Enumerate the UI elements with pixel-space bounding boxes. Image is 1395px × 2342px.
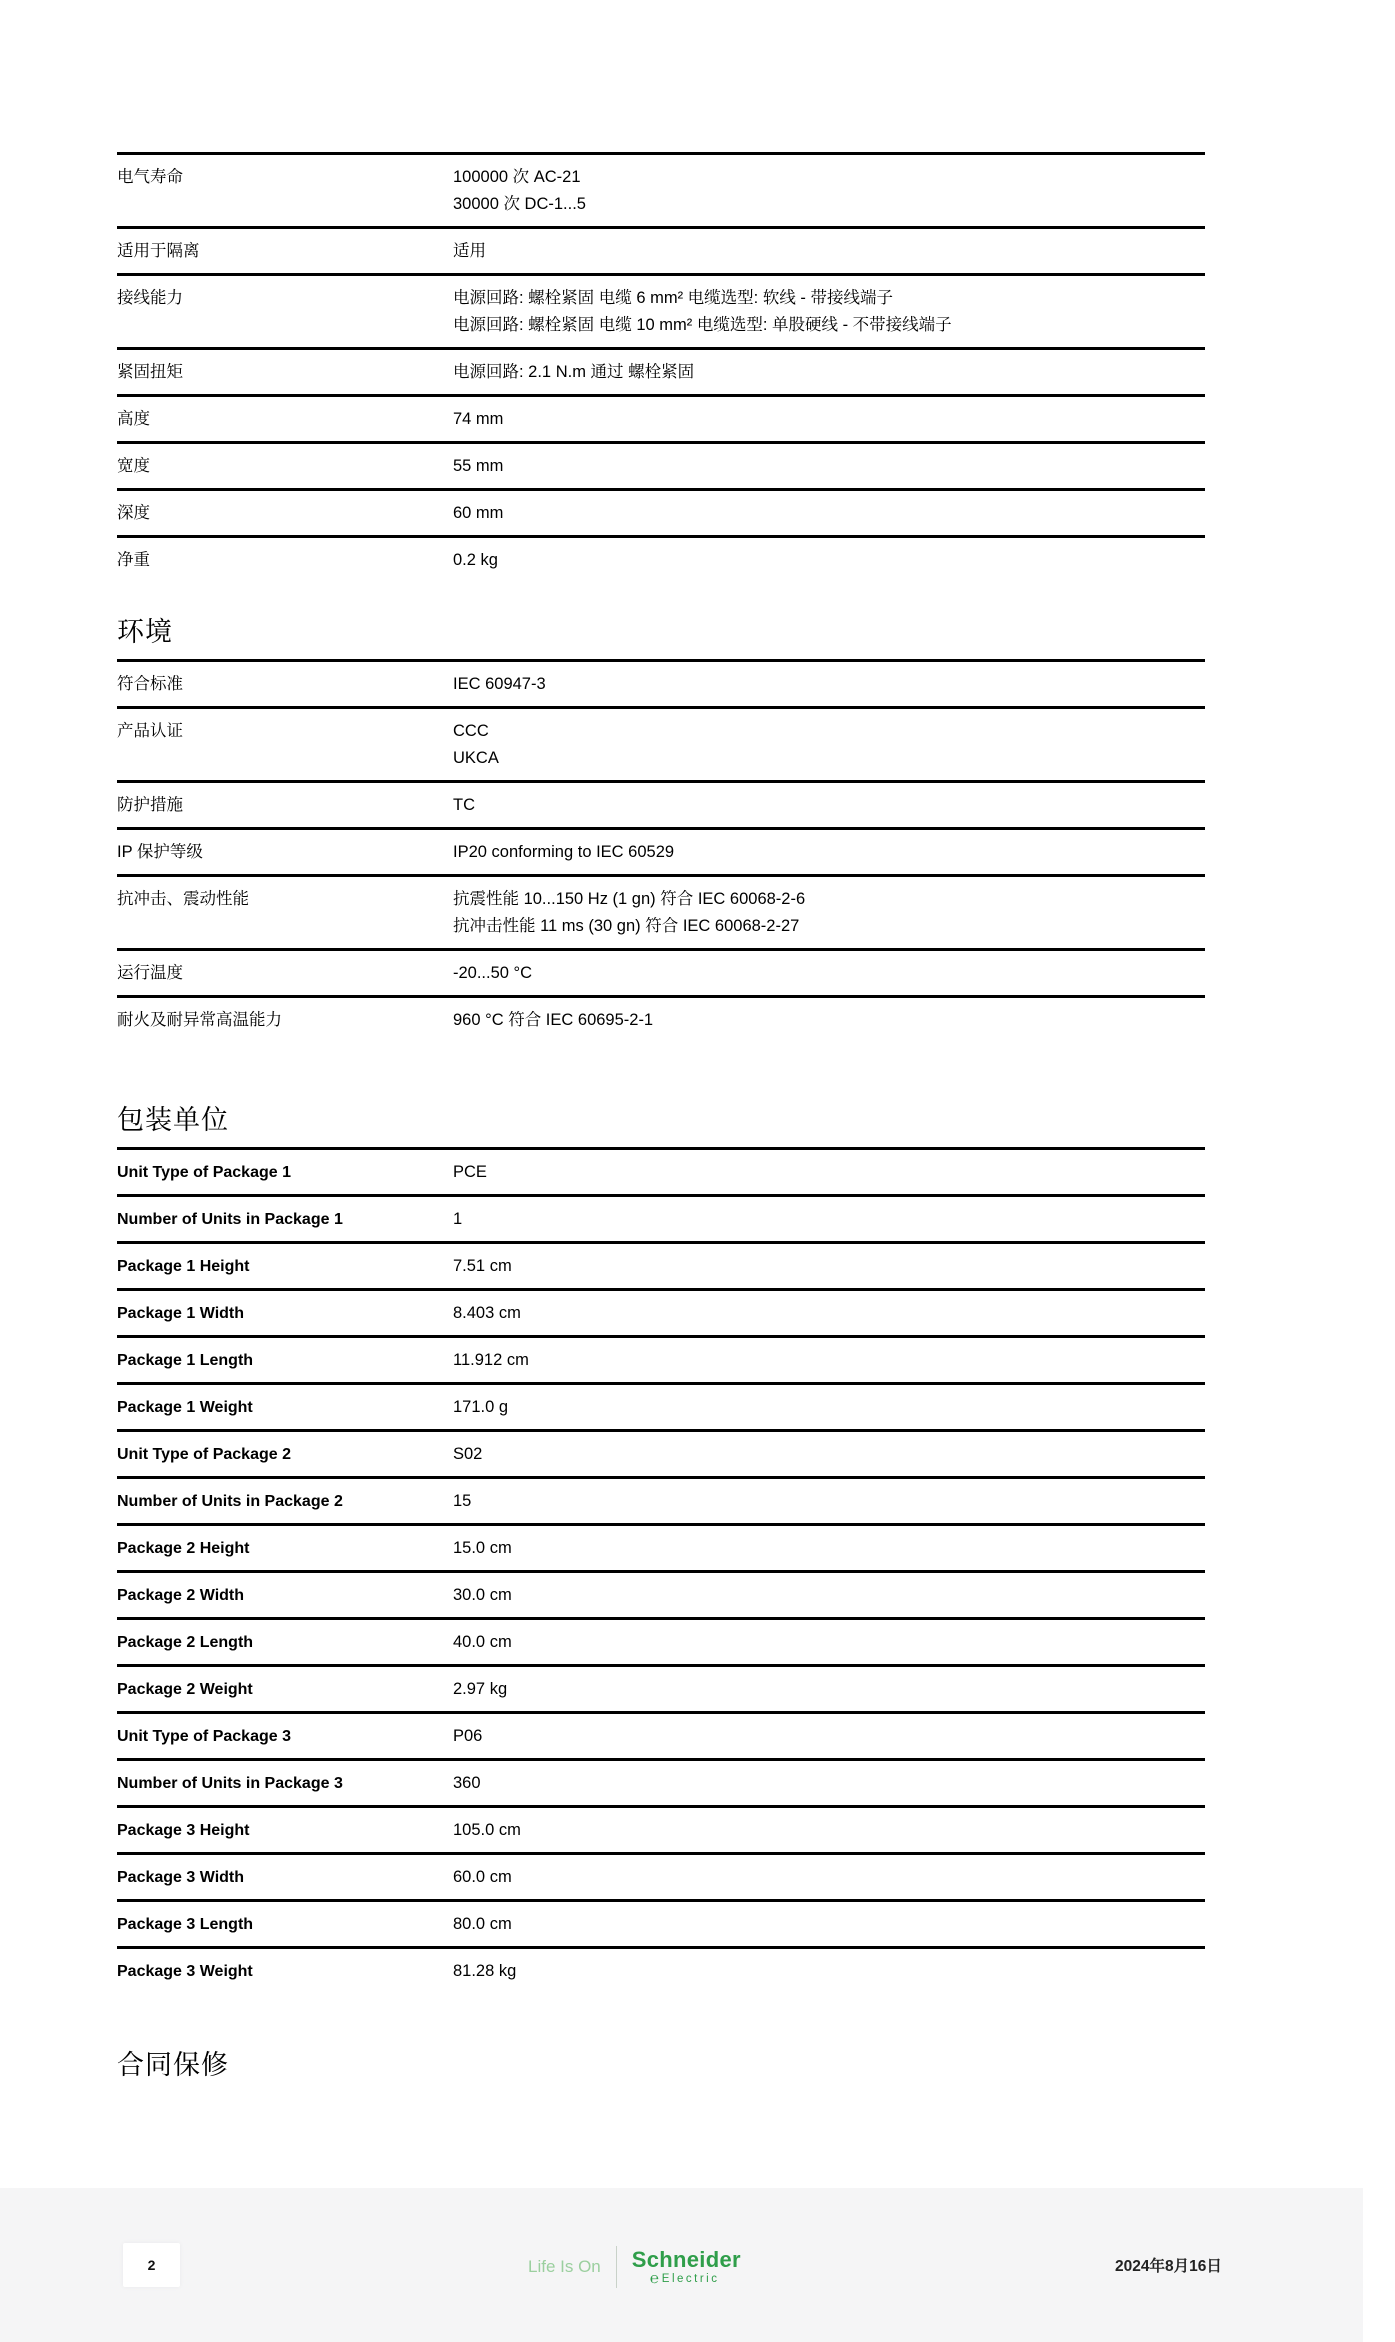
spec-value	[453, 1864, 1205, 1891]
spec-label: Package 3 Width	[117, 1869, 245, 1886]
spec-value-line: 100000 次 AC-21	[453, 168, 581, 186]
spec-label: 运行温度	[117, 964, 183, 982]
spec-value	[453, 1817, 1205, 1844]
page-content	[117, 0, 1205, 2092]
table-row	[117, 1150, 1205, 1194]
table-row	[117, 1194, 1205, 1241]
table-row	[117, 1946, 1205, 1993]
spec-value-line: 60 mm	[453, 504, 504, 522]
spec-value	[453, 1535, 1205, 1562]
spec-value-line: 960 °C 符合 IEC 60695-2-1	[453, 1011, 654, 1029]
spec-value	[453, 1394, 1205, 1421]
spec-value-line: UKCA	[453, 749, 499, 767]
spec-value	[453, 1629, 1205, 1656]
spec-label: 高度	[117, 410, 150, 428]
spec-value-line: 15	[453, 1492, 472, 1510]
brand-name: Schneider	[631, 2246, 741, 2272]
spec-label: Unit Type of Package 2	[117, 1446, 291, 1463]
spec-value	[453, 359, 1205, 386]
table-row	[117, 155, 1205, 226]
spec-value-line: 11.912 cm	[453, 1351, 529, 1369]
spec-value-line: 适用	[453, 242, 486, 260]
spec-label: 防护措施	[117, 796, 183, 814]
spec-value	[453, 792, 1205, 819]
table-row	[117, 1382, 1205, 1429]
spec-label: 深度	[117, 504, 150, 522]
spec-value	[453, 406, 1205, 433]
spec-value	[453, 1253, 1205, 1280]
spec-label: Unit Type of Package 3	[117, 1728, 291, 1745]
spec-value-line: 1	[453, 1210, 463, 1228]
spec-label: Package 1 Width	[117, 1305, 245, 1322]
table-row	[117, 780, 1205, 827]
spec-value-line: 2.97 kg	[453, 1680, 508, 1698]
table-row	[117, 948, 1205, 995]
section-title-warranty: 合同保修	[117, 2050, 229, 2080]
table-row	[117, 1570, 1205, 1617]
spec-label: Package 1 Length	[117, 1352, 254, 1369]
table-row	[117, 1523, 1205, 1570]
spec-value	[453, 960, 1205, 987]
spec-value-line: 15.0 cm	[453, 1539, 512, 1557]
spec-label: Package 1 Height	[117, 1258, 250, 1275]
table-row	[117, 1758, 1205, 1805]
spec-label: 产品认证	[117, 722, 183, 740]
spec-value	[453, 1911, 1205, 1938]
table-row	[117, 535, 1205, 582]
spec-value	[453, 839, 1205, 866]
spec-label: Number of Units in Package 1	[117, 1211, 343, 1228]
brand-subline	[649, 2269, 720, 2287]
spec-value	[453, 1300, 1205, 1327]
table-row	[117, 1617, 1205, 1664]
page-number-badge	[123, 2243, 180, 2287]
spec-label: Package 3 Length	[117, 1916, 254, 1933]
table-row	[117, 662, 1205, 706]
brand-subname: Electric	[661, 2272, 720, 2285]
schneider-wordmark	[631, 2246, 741, 2287]
spec-label: Package 3 Weight	[117, 1963, 253, 1980]
spec-label: 适用于隔离	[117, 242, 200, 260]
table-row	[117, 1852, 1205, 1899]
spec-value	[453, 500, 1205, 527]
table-row	[117, 226, 1205, 273]
spec-value	[453, 1676, 1205, 1703]
lifeline-icon: ℮	[649, 2269, 659, 2287]
spec-value-line: 电源回路: 螺栓紧固 电缆 6 mm² 电缆选型: 软线 - 带接线端子	[453, 289, 893, 307]
spec-value	[453, 1441, 1205, 1468]
spec-value-line: 8.403 cm	[453, 1304, 521, 1322]
spec-value-line: 55 mm	[453, 457, 504, 475]
spec-label: 紧固扭矩	[117, 363, 183, 381]
spec-value-line: 0.2 kg	[453, 551, 498, 569]
spec-value	[453, 453, 1205, 480]
spec-value	[453, 285, 1205, 339]
spec-value-line: 360	[453, 1774, 481, 1792]
spec-value	[453, 1723, 1205, 1750]
spec-value	[453, 238, 1205, 265]
spec-value	[453, 1770, 1205, 1797]
spec-label: Package 1 Weight	[117, 1399, 253, 1416]
table-row	[117, 874, 1205, 948]
table-row	[117, 1476, 1205, 1523]
table-row	[117, 1241, 1205, 1288]
spec-value-line: -20...50 °C	[453, 964, 533, 982]
spec-label: 电气寿命	[117, 168, 183, 186]
spec-value-line: TC	[453, 796, 475, 814]
page-number: 2	[147, 2257, 156, 2273]
schneider-logo	[528, 2246, 741, 2288]
table-row	[117, 1664, 1205, 1711]
spec-table-environment	[117, 659, 1205, 1042]
table-row	[117, 488, 1205, 535]
spec-value	[453, 1206, 1205, 1233]
spec-value	[453, 547, 1205, 574]
spec-value	[453, 671, 1205, 698]
table-row	[117, 1288, 1205, 1335]
table-row	[117, 1711, 1205, 1758]
spec-label: Package 2 Height	[117, 1540, 250, 1557]
spec-value-line: 40.0 cm	[453, 1633, 512, 1651]
section-title-environment: 环境	[117, 617, 173, 647]
spec-value-line: 电源回路: 2.1 N.m 通过 螺栓紧固	[453, 363, 695, 381]
spec-label: 抗冲击、震动性能	[117, 890, 249, 908]
spec-label: 宽度	[117, 457, 150, 475]
spec-label: 符合标准	[117, 675, 183, 693]
table-row	[117, 706, 1205, 780]
spec-value	[453, 1347, 1205, 1374]
spec-label: 接线能力	[117, 289, 183, 307]
spec-label: 耐火及耐异常高温能力	[117, 1011, 282, 1029]
spec-value-line: CCC	[453, 722, 489, 740]
spec-value	[453, 1582, 1205, 1609]
life-is-on-tagline: Life Is On	[528, 2257, 601, 2276]
spec-value-line: 81.28 kg	[453, 1962, 517, 1980]
spec-label: Unit Type of Package 1	[117, 1164, 291, 1181]
table-row	[117, 995, 1205, 1042]
spec-value-line: 抗冲击性能 11 ms (30 gn) 符合 IEC 60068-2-27	[453, 917, 800, 935]
spec-value-line: 30000 次 DC-1...5	[453, 195, 586, 213]
spec-value-line: 80.0 cm	[453, 1915, 512, 1933]
table-row	[117, 441, 1205, 488]
spec-value	[453, 718, 1205, 772]
spec-table-general	[117, 152, 1205, 582]
document-date: 2024年8月16日	[1115, 2258, 1222, 2275]
section-title-packing: 包装单位	[117, 1105, 229, 1135]
table-row	[117, 1899, 1205, 1946]
spec-value	[453, 1958, 1205, 1985]
spec-value	[453, 1488, 1205, 1515]
spec-value	[453, 164, 1205, 218]
table-row	[117, 394, 1205, 441]
spec-table-packing	[117, 1147, 1205, 1993]
spec-value-line: IEC 60947-3	[453, 675, 546, 693]
table-row	[117, 827, 1205, 874]
spec-label: 净重	[117, 551, 150, 569]
table-row	[117, 273, 1205, 347]
table-row	[117, 347, 1205, 394]
logo-divider	[616, 2246, 617, 2288]
spec-value-line: 30.0 cm	[453, 1586, 512, 1604]
table-row	[117, 1429, 1205, 1476]
table-row	[117, 1335, 1205, 1382]
spec-value	[453, 1007, 1205, 1034]
spec-value-line: 74 mm	[453, 410, 504, 428]
spec-value-line: S02	[453, 1445, 483, 1463]
spec-label: Package 2 Length	[117, 1634, 254, 1651]
spec-value-line: 抗震性能 10...150 Hz (1 gn) 符合 IEC 60068-2-6	[453, 890, 806, 908]
spec-value-line: 60.0 cm	[453, 1868, 512, 1886]
spec-label: IP 保护等级	[117, 843, 203, 861]
table-row	[117, 1805, 1205, 1852]
spec-value-line: 电源回路: 螺栓紧固 电缆 10 mm² 电缆选型: 单股硬线 - 不带接线端子	[453, 316, 952, 334]
spec-value-line: 105.0 cm	[453, 1821, 521, 1839]
spec-label: Package 2 Weight	[117, 1681, 253, 1698]
spec-value-line: PCE	[453, 1163, 487, 1181]
spec-value	[453, 1159, 1205, 1186]
spec-value-line: IP20 conforming to IEC 60529	[453, 843, 675, 861]
spec-value-line: 171.0 g	[453, 1398, 509, 1416]
spec-label: Number of Units in Package 2	[117, 1493, 343, 1510]
page-footer	[0, 2188, 1363, 2342]
spec-value-line: 7.51 cm	[453, 1257, 512, 1275]
spec-value-line: P06	[453, 1727, 483, 1745]
spec-label: Package 2 Width	[117, 1587, 245, 1604]
spec-value	[453, 886, 1205, 940]
spec-label: Number of Units in Package 3	[117, 1775, 343, 1792]
spec-label: Package 3 Height	[117, 1822, 250, 1839]
